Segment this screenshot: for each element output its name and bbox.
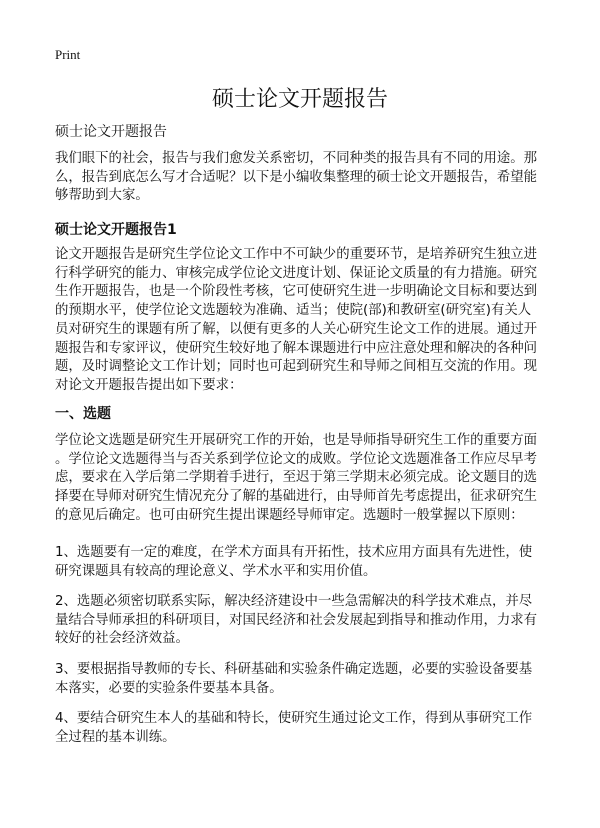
text-line: 的预期水平，使学位论文选题较为准确、适当；使院(部)和教研室(研究室)有关人 [55,303,532,319]
text-line: 论文开题报告是研究生学位论文工作中不可缺少的重要环节，是培养研究生独立进 [55,247,538,262]
paragraph-overview [55,246,555,396]
text-line: 量结合导师承担的科研项目，对国民经济和社会发展起到指导和推动作用，力求有 [55,612,538,628]
text-line: 行科学研究的能力、审核完成学位论文进度计划、保证论文质量的有力措施。研究 [55,265,538,281]
text-line: 较好的社会经济效益。 [55,631,189,647]
subtitle: 硕士论文开题报告 [55,124,167,140]
page-title: 硕士论文开题报告 [211,87,388,112]
print-link[interactable]: Print [55,47,81,62]
text-line: 研究课题具有较高的理论意义、学术水平和实用价值。 [55,563,377,579]
list-item-2 [55,593,555,649]
text-line: 学位论文选题是研究生开展研究工作的开始，也是导师指导研究生工作的重要方面 [55,433,538,448]
paragraph-topic [55,432,555,526]
text-line: 。学位论文选题得当与否关系到学位论文的成败。学位论文选题准备工作应尽早考 [55,451,538,467]
list-item-1 [55,544,555,581]
text-line: 择要在导师对研究生情况充分了解的基础进行，由导师首先考虑提出，征求研究生 [55,489,538,505]
text-line: 我们眼下的社会，报告与我们愈发关系密切，不同种类的报告具有不同的用途。那 [55,151,538,166]
text-line: 对论文开题报告提出如下要求： [55,377,243,393]
text-line: 的意见后确定。也可由研究生提出课题经导师审定。选题时一般掌握以下原则： [55,507,524,523]
text-line: 员对研究生的课题有所了解，以便有更多的人关心研究生论文工作的进展。通过开 [55,321,538,337]
text-line: 1、选题要有一定的难度，在学术方面具有开拓性，技术应用方面具有先进性，使 [55,545,533,560]
text-line: 题报告和专家评议，使研究生较好地了解本课题进行中应注意处理和解决的各种问 [55,340,538,356]
text-line: 题，及时调整论文工作计划；同时也可起到研究生和导师之间相互交流的作用。现 [55,359,538,375]
text-line: 虑，要求在入学后第二学期着手进行，至迟于第三学期末必须完成。论文题目的选 [55,470,538,486]
text-line: 全过程的基本训练。 [55,729,176,745]
text-line: 4、要结合研究生本人的基础和特长，使研究生通过论文工作，得到从事研究工作 [55,711,533,726]
list-item-4 [55,710,555,747]
section-heading-topic: 一、选题 [55,406,111,422]
text-line: 生作开题报告，也是一个阶段性考核，它可使研究生进一步明确论文目标和要达到 [55,284,538,300]
text-line: 3、要根据指导教师的专长、科研基础和实验条件确定选题，必要的实验设备要基 [55,662,533,677]
text-line: 本落实，必要的实验条件要基本具备。 [55,680,283,696]
text-line: 2、选题必须密切联系实际，解决经济建设中一些急需解决的科学技术难点，并尽 [55,594,533,609]
section-heading-report-1: 硕士论文开题报告1 [55,222,177,238]
text-line: 够帮助到大家。 [55,188,149,204]
list-item-3 [55,661,555,698]
text-line: 么，报告到底怎么写才合适呢？以下是小编收集整理的硕士论文开题报告，希望能 [55,169,538,185]
intro-paragraph [55,150,555,206]
